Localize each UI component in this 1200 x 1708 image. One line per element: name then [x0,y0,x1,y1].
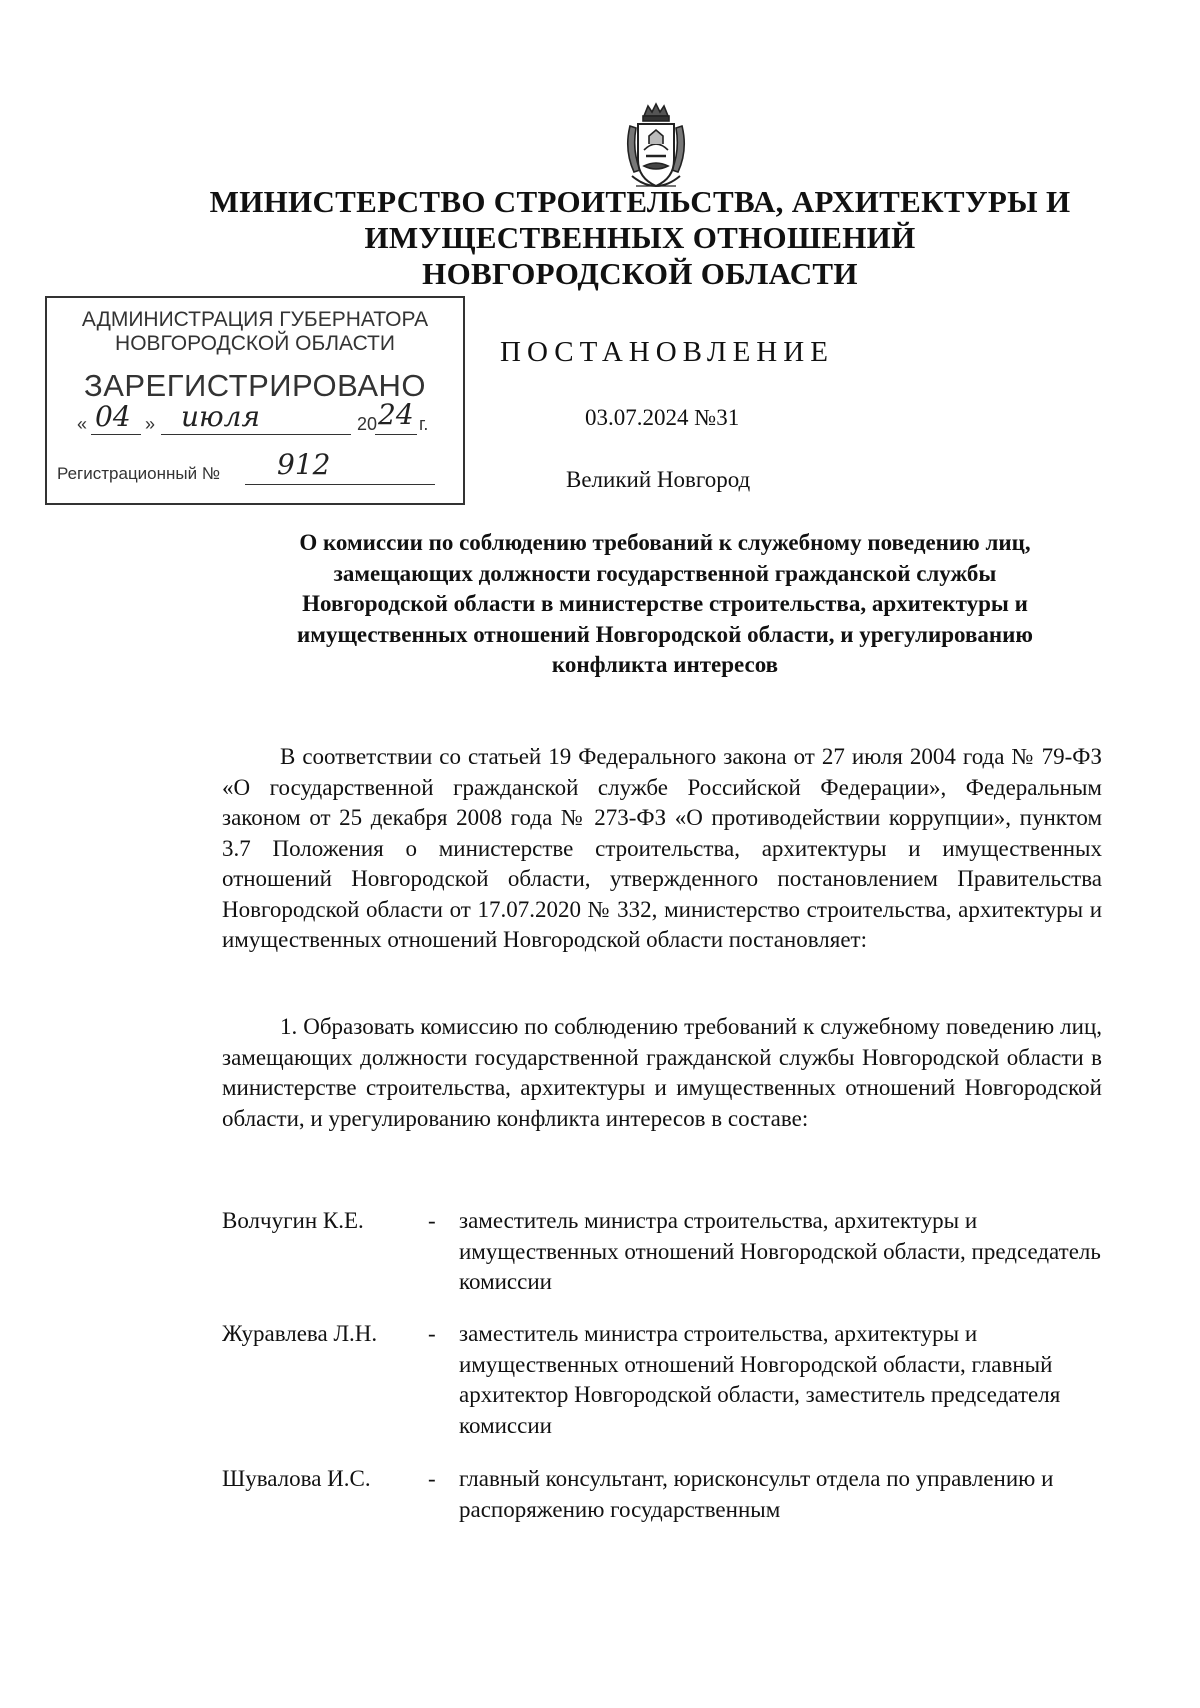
member-name: Волчугин К.Е. [222,1208,364,1233]
stamp-registered-label: ЗАРЕГИСТРИРОВАНО [83,368,426,403]
item-1-paragraph [222,1012,1102,1134]
subject-line: О комиссии по соблюдению требований к служебному поведению лиц, [299,530,1031,555]
subject-line: замещающих должности государственной гражданской службы [333,560,997,586]
stamp-date-line: « 04 » июля 20 24 г. [77,398,429,434]
stamp-year-suffix: 24 [378,398,414,431]
ministry-title-line-1: МИНИСТЕРСТВО СТРОИТЕЛЬСТВА, АРХИТЕКТУРЫ И [209,184,1071,219]
document-date-number: 03.07.2024 №31 [585,405,740,430]
member-dash: - [428,1208,436,1233]
member-role: главный консультант, юрисконсульт отдела по управлению и распоряжению государственным [459,1466,1054,1522]
stamp-reg-label: Регистрационный № [57,464,221,483]
ministry-title-line-3: НОВГОРОДСКОЙ ОБЛАСТИ [422,256,858,291]
stamp-year-prefix: 20 [357,414,378,434]
preamble-paragraph [222,742,1102,956]
document-type: ПОСТАНОВЛЕНИЕ [500,336,834,368]
stamp-org-line-1: АДМИНИСТРАЦИЯ ГУБЕРНАТОРА [81,308,429,331]
stamp-reg-number: 912 [277,448,331,481]
document-subject [225,528,1105,681]
registration-stamp [45,296,465,505]
member-name: Шувалова И.С. [222,1466,371,1491]
member-name: Журавлева Л.Н. [222,1321,378,1346]
stamp-day: 04 [95,400,131,433]
document-city: Великий Новгород [566,467,751,492]
subject-line: Новгородской области в министерстве строительства, архитектуры и [302,591,1028,616]
ministry-title-line-2: ИМУЩЕСТВЕННЫХ ОТНОШЕНИЙ [364,220,916,255]
stamp-year-end: г. [419,414,429,434]
subject-line: конфликта интересов [551,652,779,677]
member-role: заместитель министра строительства, архитектуры и имущественных отношений Новгородской области, главный архитектор Новгородской области, заместитель председателя комиссии [459,1321,1061,1438]
stamp-month: июля [181,400,261,433]
member-role: заместитель министра строительства, архитектуры и имущественных отношений Новгородской области, председатель комиссии [459,1208,1101,1294]
member-dash: - [428,1466,436,1491]
member-dash: - [428,1321,436,1346]
item-1-text: 1. Образовать комиссию по соблюдению требований к служебному поведению лиц, замещающих должности государственной гражданской службы Новгородской области в министерстве строительства, архитектуры и имущественных отношений Новгородской области, и урегулированию конфликта интересов в составе: [222,1014,1102,1131]
stamp-reg-line [57,448,457,490]
stamp-org-line-2: НОВГОРОДСКОЙ ОБЛАСТИ [115,332,395,355]
preamble-text: В соответствии со статьей 19 Федерального закона от 27 июля 2004 года № 79-ФЗ «О государственной гражданской службе Российской Федерации», Федеральным законом от 25 декабря 2008 года № 273-ФЗ «О противодействии коррупции», пунктом 3.7 Положения о министерстве строительства, архитектуры и имущественных отношений Новгородской области, утвержденного постановлением Правительства Новгородской области от 17.07.2020 № 332, министерство строительства, архитектуры и имущественных отношений Новгородской области постановляет: [222,744,1102,952]
subject-line: имущественных отношений Новгородской области, и урегулированию [297,621,1033,647]
